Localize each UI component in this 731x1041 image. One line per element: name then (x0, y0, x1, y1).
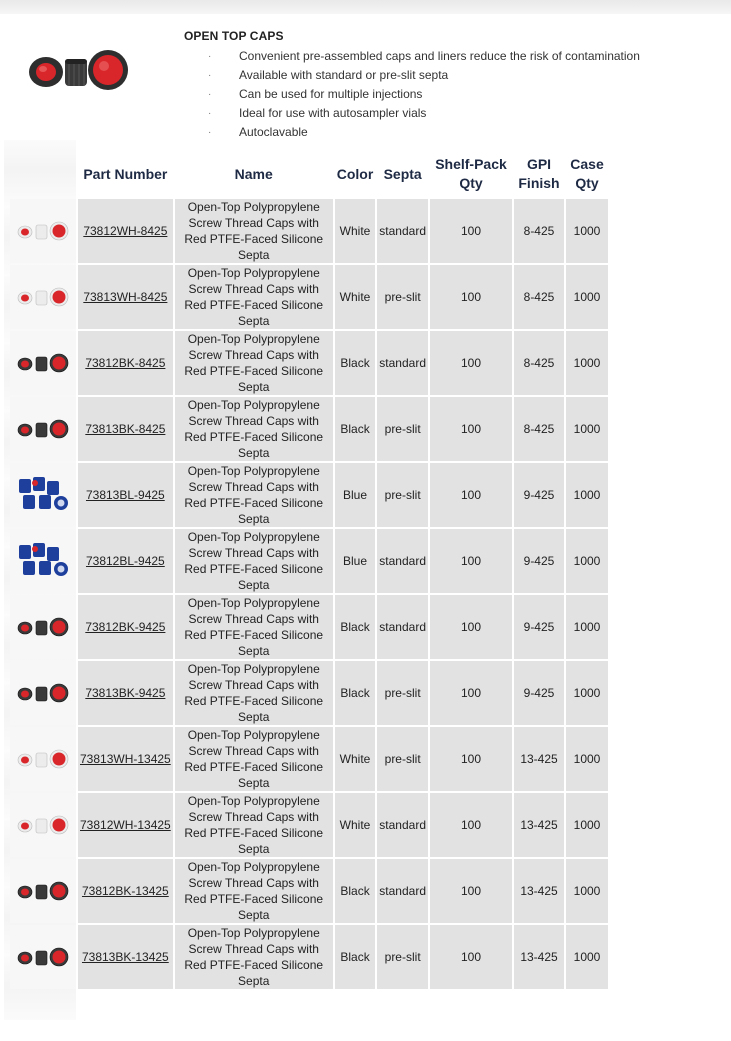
product-thumbnail (13, 876, 73, 906)
case-qty-cell: 1000 (566, 595, 608, 659)
table-row (10, 331, 608, 395)
shelf-pack-qty-cell: 100 (430, 595, 512, 659)
part-number-cell (78, 199, 173, 263)
bullet-glyph: · (208, 70, 212, 81)
part-number-cell (78, 793, 173, 857)
septa-cell: pre-slit (377, 397, 428, 461)
part-number-link[interactable]: 73812BK-8425 (85, 356, 166, 370)
table-row (10, 925, 608, 989)
part-number-link[interactable]: 73813BL-9425 (85, 488, 165, 502)
name-cell: Open-Top Polypropylene Screw Thread Caps with Red PTFE-Faced Silicone Septa (175, 859, 333, 923)
case-qty-cell: 1000 (566, 463, 608, 527)
part-number-cell (78, 463, 173, 527)
shelf-pack-qty-cell: 100 (430, 463, 512, 527)
header-septa: Septa (383, 165, 422, 182)
part-number-link[interactable]: 73812WH-8425 (83, 224, 168, 238)
image-cell (10, 859, 76, 923)
image-cell (10, 793, 76, 857)
shelf-pack-qty-cell: 100 (430, 331, 512, 395)
table-header-row (10, 151, 608, 197)
table-row (10, 529, 608, 593)
shelf-pack-qty-cell: 100 (430, 793, 512, 857)
header-gpi-finish: GPI Finish (518, 156, 560, 191)
gpi-finish-cell: 9-425 (514, 661, 564, 725)
shelf-pack-qty-cell: 100 (430, 265, 512, 329)
color-cell: Black (335, 331, 376, 395)
product-thumbnail (13, 414, 73, 444)
gpi-finish-cell: 8-425 (514, 199, 564, 263)
case-qty-cell: 1000 (566, 331, 608, 395)
table-row (10, 595, 608, 659)
gpi-finish-cell: 13-425 (514, 793, 564, 857)
header-case-qty: Case Qty (570, 156, 604, 191)
part-number-cell (78, 265, 173, 329)
part-number-cell (78, 661, 173, 725)
name-cell: Open-Top Polypropylene Screw Thread Caps with Red PTFE-Faced Silicone Septa (175, 727, 333, 791)
table-row (10, 199, 608, 263)
color-cell: White (335, 727, 376, 791)
part-number-cell (78, 529, 173, 593)
header-image (10, 151, 76, 197)
part-number-cell (78, 925, 173, 989)
part-number-cell (78, 397, 173, 461)
part-number-cell (78, 859, 173, 923)
product-thumbnail (13, 216, 73, 246)
table-row (10, 397, 608, 461)
part-number-link[interactable]: 73813WH-8425 (83, 290, 168, 304)
color-cell: White (335, 199, 376, 263)
header-name: Name (234, 165, 273, 182)
part-number-cell (78, 595, 173, 659)
name-cell: Open-Top Polypropylene Screw Thread Caps with Red PTFE-Faced Silicone Septa (175, 661, 333, 725)
part-number-link[interactable]: 73812BK-13425 (81, 884, 169, 898)
image-cell (10, 265, 76, 329)
case-qty-cell: 1000 (566, 661, 608, 725)
name-cell: Open-Top Polypropylene Screw Thread Caps with Red PTFE-Faced Silicone Septa (175, 331, 333, 395)
septa-cell: standard (377, 529, 428, 593)
name-cell: Open-Top Polypropylene Screw Thread Caps with Red PTFE-Faced Silicone Septa (175, 199, 333, 263)
case-qty-cell: 1000 (566, 793, 608, 857)
image-cell (10, 529, 76, 593)
feature-text: Convenient pre-assembled caps and liners reduce the risk of contamination (239, 49, 640, 63)
table-row (10, 859, 608, 923)
image-cell (10, 199, 76, 263)
part-number-link[interactable]: 73813BK-8425 (85, 422, 166, 436)
color-cell: Black (335, 595, 376, 659)
part-number-cell (78, 727, 173, 791)
caps-product-image (24, 48, 130, 96)
name-cell: Open-Top Polypropylene Screw Thread Caps with Red PTFE-Faced Silicone Septa (175, 793, 333, 857)
septa-cell: standard (377, 331, 428, 395)
product-thumbnail (13, 473, 73, 517)
product-thumbnail (13, 348, 73, 378)
gpi-finish-cell: 13-425 (514, 727, 564, 791)
image-cell (10, 331, 76, 395)
gpi-finish-cell: 8-425 (514, 265, 564, 329)
header-shelf-pack-qty: Shelf-Pack Qty (435, 156, 507, 191)
part-number-link[interactable]: 73813BK-13425 (81, 950, 169, 964)
case-qty-cell: 1000 (566, 265, 608, 329)
feature-text: Ideal for use with autosampler vials (239, 106, 427, 120)
septa-cell: standard (377, 793, 428, 857)
color-cell: Black (335, 859, 376, 923)
feature-item (184, 104, 724, 123)
table-row (10, 463, 608, 527)
image-cell (10, 661, 76, 725)
shelf-pack-qty-cell: 100 (430, 727, 512, 791)
case-qty-cell: 1000 (566, 529, 608, 593)
name-cell: Open-Top Polypropylene Screw Thread Caps with Red PTFE-Faced Silicone Septa (175, 529, 333, 593)
septa-cell: pre-slit (377, 727, 428, 791)
feature-item (184, 123, 724, 142)
shelf-pack-qty-cell: 100 (430, 529, 512, 593)
shelf-pack-qty-cell: 100 (430, 925, 512, 989)
shelf-pack-qty-cell: 100 (430, 661, 512, 725)
shelf-pack-qty-cell: 100 (430, 859, 512, 923)
color-cell: White (335, 793, 376, 857)
image-cell (10, 397, 76, 461)
feature-text: Available with standard or pre-slit septa (239, 68, 449, 82)
feature-text: Can be used for multiple injections (239, 87, 423, 101)
image-cell (10, 727, 76, 791)
gpi-finish-cell: 9-425 (514, 463, 564, 527)
table-row (10, 727, 608, 791)
product-thumbnail (13, 810, 73, 840)
case-qty-cell: 1000 (566, 925, 608, 989)
septa-cell: pre-slit (377, 265, 428, 329)
name-cell: Open-Top Polypropylene Screw Thread Caps with Red PTFE-Faced Silicone Septa (175, 595, 333, 659)
gpi-finish-cell: 8-425 (514, 397, 564, 461)
color-cell: Black (335, 925, 376, 989)
products-table (8, 149, 610, 991)
name-cell: Open-Top Polypropylene Screw Thread Caps with Red PTFE-Faced Silicone Septa (175, 925, 333, 989)
color-cell: White (335, 265, 376, 329)
shelf-pack-qty-cell: 100 (430, 397, 512, 461)
product-thumbnail (13, 678, 73, 708)
name-cell: Open-Top Polypropylene Screw Thread Caps with Red PTFE-Faced Silicone Septa (175, 397, 333, 461)
gpi-finish-cell: 9-425 (514, 529, 564, 593)
septa-cell: standard (377, 859, 428, 923)
case-qty-cell: 1000 (566, 727, 608, 791)
case-qty-cell: 1000 (566, 859, 608, 923)
name-cell: Open-Top Polypropylene Screw Thread Caps with Red PTFE-Faced Silicone Septa (175, 265, 333, 329)
product-thumbnail (13, 942, 73, 972)
table-row (10, 661, 608, 725)
bullet-glyph: · (208, 127, 212, 138)
feature-text: Autoclavable (239, 125, 308, 139)
septa-cell: standard (377, 199, 428, 263)
gpi-finish-cell: 9-425 (514, 595, 564, 659)
table-row (10, 265, 608, 329)
septa-cell: pre-slit (377, 925, 428, 989)
header-part-number: Part Number (83, 165, 168, 182)
bullet-glyph: · (208, 108, 212, 119)
feature-item (184, 66, 724, 85)
case-qty-cell: 1000 (566, 199, 608, 263)
image-cell (10, 595, 76, 659)
color-cell: Blue (335, 463, 376, 527)
product-thumbnail (13, 539, 73, 583)
part-number-cell (78, 331, 173, 395)
color-cell: Blue (335, 529, 376, 593)
shelf-pack-qty-cell: 100 (430, 199, 512, 263)
part-number-link[interactable]: 73813WH-13425 (80, 752, 171, 766)
part-number-link[interactable]: 73812BK-9425 (85, 620, 166, 634)
color-cell: Black (335, 661, 376, 725)
part-number-link[interactable]: 73812WH-13425 (80, 818, 171, 832)
septa-cell: standard (377, 595, 428, 659)
product-thumbnail (13, 744, 73, 774)
septa-cell: pre-slit (377, 463, 428, 527)
part-number-link[interactable]: 73812BL-9425 (85, 554, 165, 568)
bullet-glyph: · (208, 51, 212, 62)
feature-list (184, 47, 724, 142)
product-thumbnail (13, 612, 73, 642)
product-thumbnail (13, 282, 73, 312)
intro-section (184, 29, 724, 142)
image-cell (10, 925, 76, 989)
gpi-finish-cell: 13-425 (514, 925, 564, 989)
gpi-finish-cell: 8-425 (514, 331, 564, 395)
feature-item (184, 85, 724, 104)
gpi-finish-cell: 13-425 (514, 859, 564, 923)
section-title: OPEN TOP CAPS (184, 29, 284, 43)
bullet-glyph: · (208, 89, 212, 100)
header-color: Color (336, 165, 374, 182)
case-qty-cell: 1000 (566, 397, 608, 461)
image-cell (10, 463, 76, 527)
top-bar (0, 0, 731, 14)
part-number-link[interactable]: 73813BK-9425 (85, 686, 166, 700)
color-cell: Black (335, 397, 376, 461)
name-cell: Open-Top Polypropylene Screw Thread Caps with Red PTFE-Faced Silicone Septa (175, 463, 333, 527)
septa-cell: pre-slit (377, 661, 428, 725)
feature-item (184, 47, 724, 66)
table-row (10, 793, 608, 857)
